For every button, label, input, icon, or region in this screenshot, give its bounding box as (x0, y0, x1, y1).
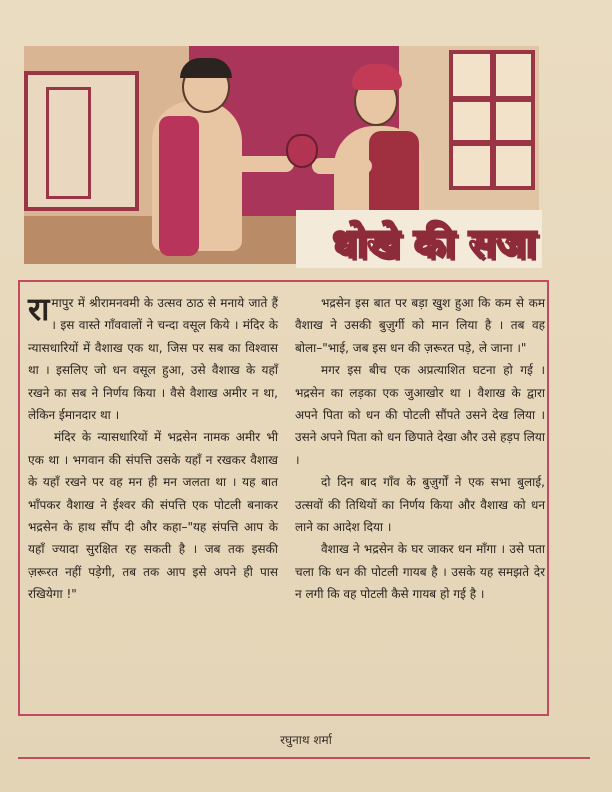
paragraph (28, 292, 278, 426)
man-left-shawl (159, 116, 199, 256)
paragraph-text: मापुर में श्रीरामनवमी के उत्सव ठाठ से मनाये जाते हैं । इस वास्ते गाँववालों ने चन्दा वसूल किये । मंदिर के न्यासधारियों में वैशाख एक था, जिस पर सब का विश्वास था । इसलिए जो धन वसूल हुआ, उसे वैशाख के यहाँ रखने का सब ने निर्णय किया । वैसे वैशाख अमीर न था, लेकिन ईमानदार था । (28, 296, 278, 423)
man-right-arm (312, 158, 372, 174)
paragraph: मंदिर के न्यासधारियों में भद्रसेन नामक अमीर भी एक था । भगवान की संपत्ति उसके यहाँ न रखकर वैशाख के यहाँ रखने पर वह मन ही मन जलता था । यह बात भाँपकर वैशाख ने ईश्वर की संपत्ति एक पोटली बनाकर भद्रसेन के हाथ सौंप दी और कहा–"यह संपत्ति आप के यहाँ ज्यादा सुरक्षित रह सकती है । जब तक इसकी ज़रूरत नहीं पड़ेगी, तब तक आप इसे अपने ही पास रखियेगा !" (28, 430, 278, 602)
illustration-door (24, 71, 139, 211)
window-bar-horizontal (453, 96, 531, 102)
text-column-right (295, 292, 545, 606)
paragraph: मगर इस बीच एक अप्रत्याशित घटना हो गई । भद्रसेन का लड़का एक जुआखोर था । वैशाख के द्वारा अपने पिता को धन की पोटली सौंपते उसने देख लिया । उसने अपने पिता को धन छिपाते देखा और उसे हड़प लिया । (295, 363, 545, 467)
illustration-window (449, 50, 535, 190)
paragraph: दो दिन बाद गाँव के बुज़ुर्गों ने एक सभा बुलाई, उत्सवों की तिथियों का निर्णय किया और वैशाख को धन लाने का आदेश दिया । (295, 475, 545, 535)
door-panel (46, 87, 91, 199)
bottom-rule (18, 757, 590, 759)
man-right-turban (352, 64, 402, 90)
window-bar-horizontal (453, 140, 531, 146)
drop-cap: रा (28, 290, 50, 328)
money-pouch (286, 134, 318, 168)
text-column-left (28, 292, 278, 606)
paragraph: भद्रसेन इस बात पर बड़ा खुश हुआ कि कम से कम वैशाख ने उसकी बुज़ुर्गी को मान लिया है । तब वह बोला–"भाई, जब इस धन की ज़रूरत पड़े, ले जाना ।" (295, 296, 545, 355)
story-title: धोखे की सजा (332, 221, 536, 267)
author-name: रघुनाथ शर्मा (280, 733, 332, 747)
man-left-arm (219, 156, 294, 172)
window-bar-vertical (490, 54, 496, 186)
paragraph: वैशाख ने भद्रसेन के घर जाकर धन माँगा । उसे पता चला कि धन की पोटली गायब है । उसके यह समझते देर न लगी कि वह पोटली कैसे गायब हो गई है । (295, 542, 545, 602)
title-box (296, 210, 542, 268)
text-frame (18, 280, 549, 716)
